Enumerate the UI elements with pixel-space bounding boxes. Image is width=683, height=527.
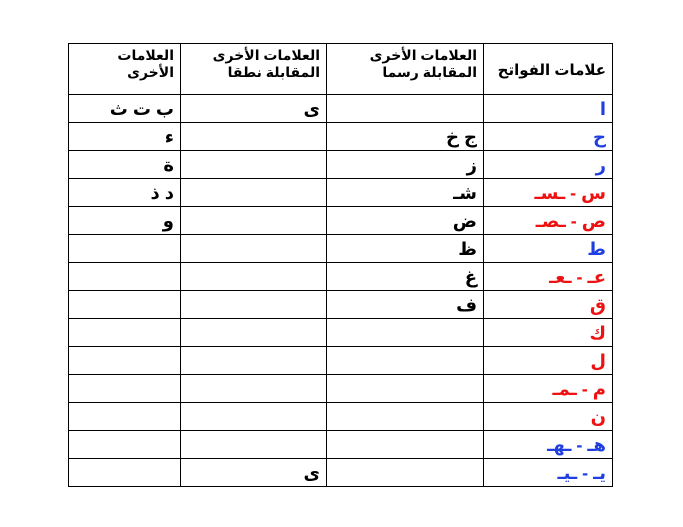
cell-other-spoken <box>181 291 327 319</box>
table-row <box>69 291 613 319</box>
cell-other <box>69 375 181 403</box>
cell-other-written <box>327 95 484 123</box>
cell-other-spoken: ى <box>181 95 327 123</box>
cell-fawatih: ن <box>484 403 613 431</box>
cell-fawatih: س - ـسـ <box>484 179 613 207</box>
cell-other-spoken: ى <box>181 459 327 487</box>
table-row <box>69 123 613 151</box>
cell-other-written <box>327 459 484 487</box>
cell-other <box>69 459 181 487</box>
cell-other: ب ت ث <box>69 95 181 123</box>
cell-other-spoken <box>181 347 327 375</box>
cell-other-written <box>327 375 484 403</box>
cell-other-written: ف <box>327 291 484 319</box>
table-row <box>69 95 613 123</box>
cell-other <box>69 431 181 459</box>
letters-table <box>68 43 613 487</box>
cell-other-spoken <box>181 431 327 459</box>
header-other-written: العلامات الأخرى المقابلة رسما <box>327 44 484 95</box>
cell-other-spoken <box>181 151 327 179</box>
cell-other-written: ج خ <box>327 123 484 151</box>
cell-other-spoken <box>181 207 327 235</box>
table-row <box>69 151 613 179</box>
cell-fawatih: ص - ـصـ <box>484 207 613 235</box>
header-row <box>69 44 613 95</box>
cell-fawatih: عـ - ـعـ <box>484 263 613 291</box>
cell-fawatih: ط <box>484 235 613 263</box>
cell-other <box>69 319 181 347</box>
cell-fawatih: هـ - ـهـ <box>484 431 613 459</box>
cell-fawatih: ا <box>484 95 613 123</box>
table-row <box>69 263 613 291</box>
cell-other-spoken <box>181 123 327 151</box>
cell-fawatih: ل <box>484 347 613 375</box>
cell-other-written: ض <box>327 207 484 235</box>
cell-other-spoken <box>181 235 327 263</box>
table-row <box>69 375 613 403</box>
header-other: العلامات الأخرى <box>69 44 181 95</box>
table-row <box>69 347 613 375</box>
cell-fawatih: ك <box>484 319 613 347</box>
cell-fawatih: ق <box>484 291 613 319</box>
table-row <box>69 431 613 459</box>
cell-other-written <box>327 319 484 347</box>
table-row <box>69 403 613 431</box>
cell-other <box>69 263 181 291</box>
cell-other-written <box>327 403 484 431</box>
table-row <box>69 235 613 263</box>
table-row <box>69 207 613 235</box>
table-row <box>69 319 613 347</box>
cell-other-written <box>327 347 484 375</box>
cell-fawatih: يـ - ـيـ <box>484 459 613 487</box>
cell-other-spoken <box>181 179 327 207</box>
cell-other-written: ظ <box>327 235 484 263</box>
cell-other-spoken <box>181 263 327 291</box>
header-fawatih: علامات الفواتح <box>484 44 613 95</box>
cell-other-spoken <box>181 375 327 403</box>
table-body <box>69 44 613 487</box>
cell-other-written <box>327 431 484 459</box>
cell-other: و <box>69 207 181 235</box>
table-row <box>69 179 613 207</box>
cell-other <box>69 347 181 375</box>
cell-other <box>69 403 181 431</box>
cell-other <box>69 235 181 263</box>
cell-other-written: ز <box>327 151 484 179</box>
cell-other: ة <box>69 151 181 179</box>
table-row <box>69 459 613 487</box>
cell-other: ء <box>69 123 181 151</box>
header-other-spoken: العلامات الأخرى المقابلة نطقا <box>181 44 327 95</box>
cell-other: د ذ <box>69 179 181 207</box>
cell-other <box>69 291 181 319</box>
cell-other-spoken <box>181 403 327 431</box>
cell-fawatih: ح <box>484 123 613 151</box>
cell-other-spoken <box>181 319 327 347</box>
cell-other-written: غ <box>327 263 484 291</box>
cell-fawatih: م - ـمـ <box>484 375 613 403</box>
cell-other-written: شـ <box>327 179 484 207</box>
cell-fawatih: ر <box>484 151 613 179</box>
